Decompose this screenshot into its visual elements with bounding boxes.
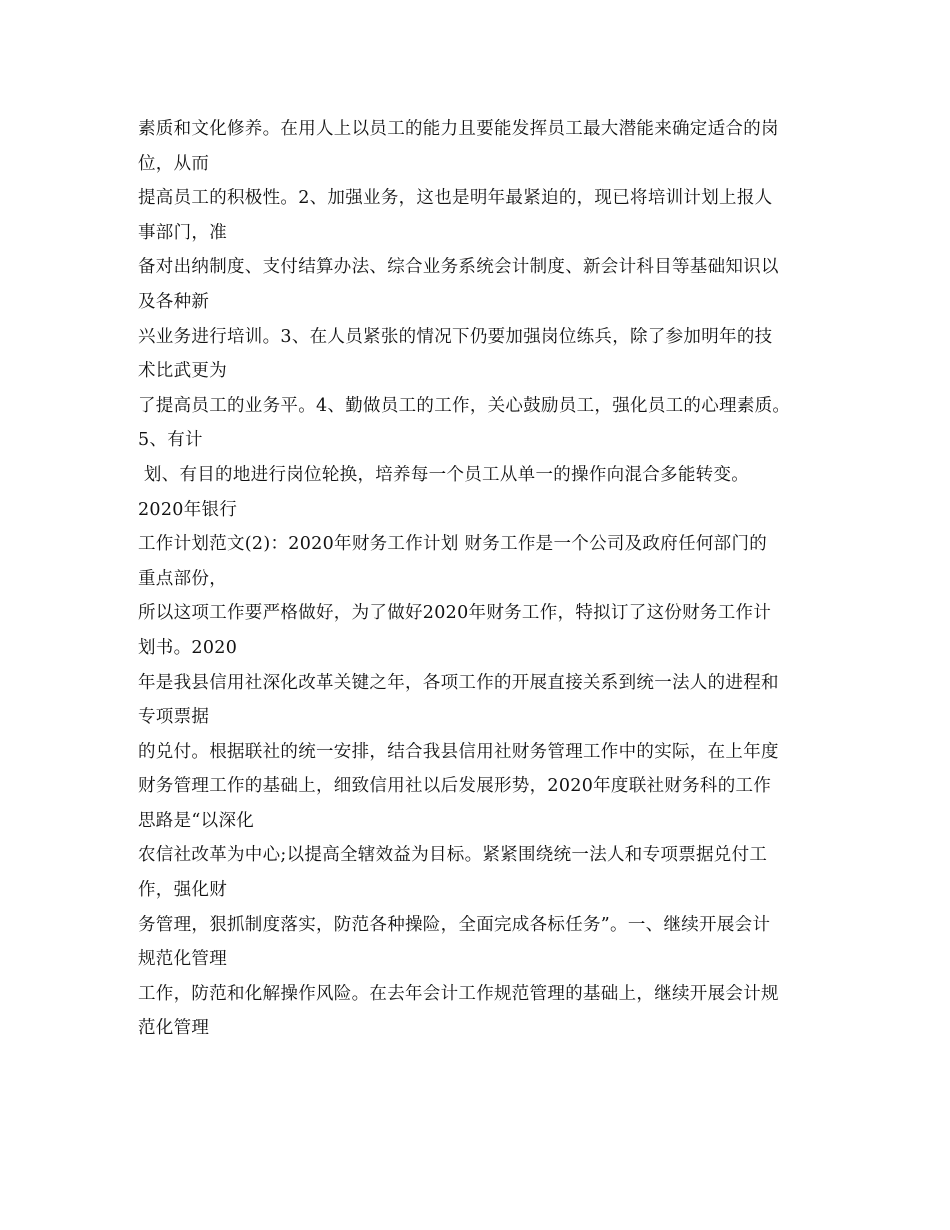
- text-line: 思路是“以深化: [138, 810, 255, 831]
- text-line: 素质和文化修养。在用人上以员工的能力且要能发挥员工最大潜能来确定适合的岗: [138, 119, 779, 139]
- text-line: 农信社改革为中心;以提高全辖效益为目标。紧紧围绕统一法人和专项票据兑付工: [138, 845, 768, 866]
- text-line: 事部门，准: [138, 222, 227, 243]
- text-line: 提高员工的积极性。2、加强业务，这也是明年最紧迫的，现已将培训计划上报人: [138, 188, 773, 209]
- text-line: 重点部份，: [138, 568, 227, 589]
- text-line: 专项票据: [138, 707, 210, 728]
- text-line: 备对出纳制度、支付结算办法、综合业务系统会计制度、新会计科目等基础知识以: [138, 257, 779, 278]
- text-line: 5、有计: [138, 430, 203, 451]
- text-line: 兴业务进行培训。3、在人员紧张的情况下仍要加强岗位练兵，除了参加明年的技: [138, 326, 773, 347]
- text-line: 财务管理工作的基础上，细致信用社以后发展形势，2020年度联社财务科的工作: [138, 776, 772, 797]
- text-line: 了提高员工的业务平。4、勤做员工的工作，关心鼓励员工，强化员工的心理素质。: [138, 395, 791, 416]
- document-body: [138, 112, 828, 1046]
- text-line: 术比武更为: [138, 361, 227, 382]
- text-line: 规范化管理: [138, 949, 227, 970]
- text-line: 工作计划范文(2)：2020年财务工作计划 财务工作是一个公司及政府任何部门的: [138, 534, 768, 555]
- text-line: 所以这项工作要严格做好，为了做好2020年财务工作，特拟订了这份财务工作计: [138, 603, 772, 624]
- text-line: 位，从而: [138, 153, 210, 174]
- text-line: 工作，防范和化解操作风险。在去年会计工作规范管理的基础上，继续开展会计规: [138, 983, 779, 1004]
- text-line: 务管理，狠抓制度落实，防范各种操险，全面完成各标任务”。一、继续开展会计: [138, 914, 771, 935]
- text-line: 及各种新: [138, 291, 210, 312]
- text-line: 作，强化财: [138, 880, 227, 901]
- text-line: 年是我县信用社深化改革关键之年，各项工作的开展直接关系到统一法人的进程和: [138, 672, 779, 693]
- text-line: 2020年银行: [138, 499, 238, 520]
- text-line: 划、有目的地进行岗位轮换，培养每一个员工从单一的操作向混合多能转变。: [138, 464, 750, 485]
- text-line: 的兑付。根据联社的统一安排，结合我县信用社财务管理工作中的实际，在上年度: [138, 741, 779, 762]
- text-line: 划书。2020: [138, 637, 238, 658]
- text-line: 范化管理: [138, 1018, 210, 1039]
